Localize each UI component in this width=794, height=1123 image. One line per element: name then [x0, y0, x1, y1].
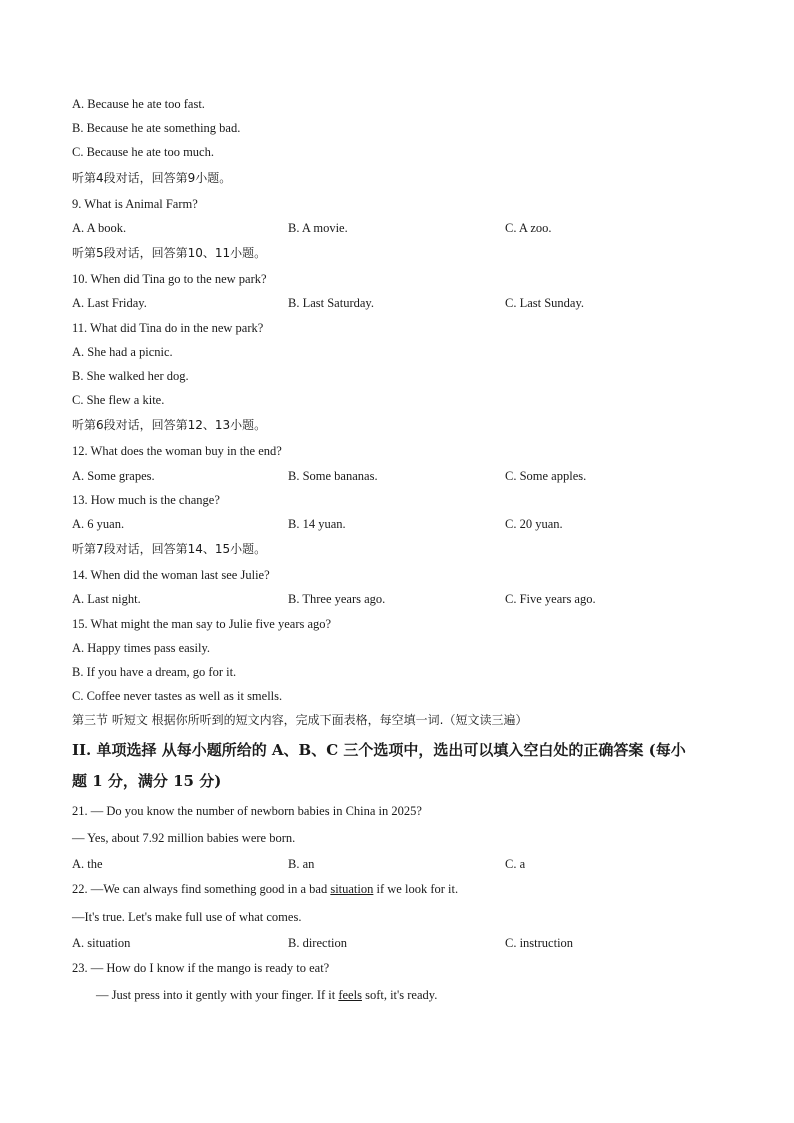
part-three-instruction: 第三节 听短文 根据你所听到的短文内容，完成下面表格，每空填一词.（短文读三遍）: [72, 713, 528, 727]
q12-option-c: C. Some apples.: [505, 469, 587, 483]
q14-option-c: C. Five years ago.: [505, 592, 596, 606]
q21-line1: 21. — Do you know the number of newborn babies in China in 2025?: [72, 804, 422, 818]
q14-option-a: A. Last night.: [72, 592, 141, 606]
part-two-heading-line2: 题 1 分，满分 15 分): [72, 772, 222, 790]
q13-question: 13. How much is the change?: [72, 493, 220, 507]
q21-option-a: A. the: [72, 857, 103, 871]
q11-option-c: C. She flew a kite.: [72, 393, 165, 407]
section-instruction-4: 听第4段对话，回答第9小题。: [72, 171, 232, 185]
q9-option-a: A. A book.: [72, 221, 127, 235]
q22-line2: —It's true. Let's make full use of what comes.: [72, 910, 302, 924]
q21-option-b: B. an: [288, 857, 315, 871]
q23-line2-before: — Just press into it gently with your finger. If it: [96, 988, 339, 1002]
q9-option-b: B. A movie.: [288, 221, 348, 235]
q22-option-b: B. direction: [288, 936, 348, 950]
q12-option-a: A. Some grapes.: [72, 469, 155, 483]
part-two-heading-line1: II. 单项选择 从每小题所给的 A、B、C 三个选项中，选出可以填入空白处的正确答案 (每小: [72, 741, 686, 759]
q13-option-b: B. 14 yuan.: [288, 517, 346, 531]
q14-question: 14. When did the woman last see Julie?: [72, 568, 270, 582]
q12-option-b: B. Some bananas.: [288, 469, 378, 483]
q8-option-c: C. Because he ate too much.: [72, 145, 214, 159]
q22-option-a: A. situation: [72, 936, 131, 950]
q11-option-b: B. She walked her dog.: [72, 369, 189, 383]
q14-option-b: B. Three years ago.: [288, 592, 386, 606]
q22-line1-before: 22. —We can always find something good in a bad: [72, 882, 331, 896]
q9-option-c: C. A zoo.: [505, 221, 552, 235]
q21-option-c: C. a: [505, 857, 526, 871]
q22-line1: [72, 881, 458, 897]
section-instruction-5: 听第5段对话，回答第10、11小题。: [72, 246, 267, 260]
q23-line2-after: soft, it's ready.: [361, 988, 438, 1002]
q8-option-b: B. Because he ate something bad.: [72, 121, 241, 135]
section-instruction-7: 听第7段对话，回答第14、15小题。: [72, 542, 267, 556]
q23-line1: 23. — How do I know if the mango is ready to eat?: [72, 961, 330, 975]
q11-question: 11. What did Tina do in the new park?: [72, 321, 264, 335]
q8-option-a: A. Because he ate too fast.: [72, 97, 205, 111]
section-instruction-6: 听第6段对话，回答第12、13小题。: [72, 418, 267, 432]
q21-line2: — Yes, about 7.92 million babies were born.: [72, 831, 296, 845]
q15-option-a: A. Happy times pass easily.: [72, 641, 211, 655]
q22-line1-after: if we look for it.: [373, 882, 459, 896]
q10-option-b: B. Last Saturday.: [288, 296, 374, 310]
underlined-word-situation: situation: [330, 882, 374, 896]
q9-question: 9. What is Animal Farm?: [72, 197, 198, 211]
underlined-word-feels: feels: [338, 988, 362, 1002]
q10-question: 10. When did Tina go to the new park?: [72, 272, 267, 286]
q10-option-c: C. Last Sunday.: [505, 296, 585, 310]
q22-option-c: C. instruction: [505, 936, 574, 950]
q15-question: 15. What might the man say to Julie five years ago?: [72, 617, 332, 631]
q10-option-a: A. Last Friday.: [72, 296, 147, 310]
q15-option-c: C. Coffee never tastes as well as it smells.: [72, 689, 283, 703]
q11-option-a: A. She had a picnic.: [72, 345, 173, 359]
q13-option-c: C. 20 yuan.: [505, 517, 563, 531]
q12-question: 12. What does the woman buy in the end?: [72, 444, 282, 458]
q15-option-b: B. If you have a dream, go for it.: [72, 665, 237, 679]
q13-option-a: A. 6 yuan.: [72, 517, 125, 531]
q23-line2: [96, 987, 437, 1003]
